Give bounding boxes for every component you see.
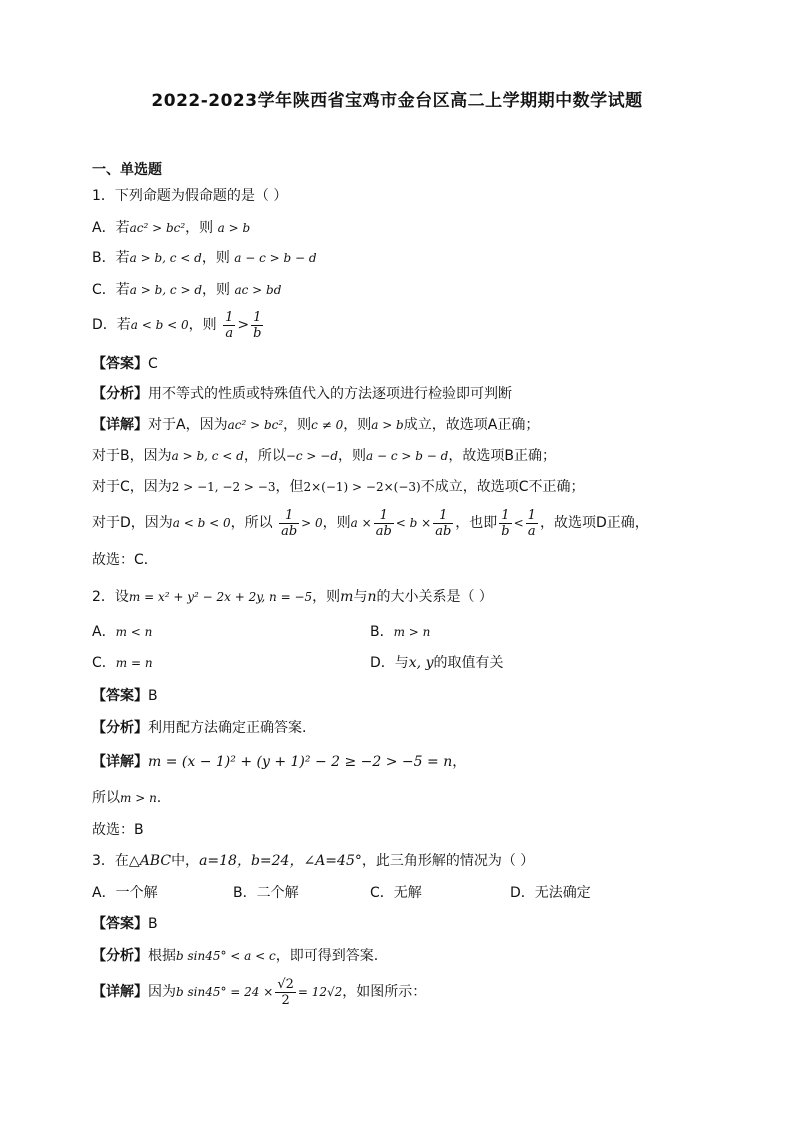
page-title: 2022-2023学年陕西省宝鸡市金台区高二上学期期中数学试题 xyxy=(151,91,643,111)
fraction: $\frac{1}{a}$ xyxy=(225,309,234,341)
q3-option-a: A．一个解 xyxy=(92,885,158,901)
q1-answer: 【答案】C xyxy=(92,356,158,372)
q2-choose: 故选：B xyxy=(92,822,144,838)
q1-choose: 故选：C． xyxy=(92,552,158,568)
q2-conclusion: 所以m > n. xyxy=(92,790,162,806)
q2-option-b: B．m > n xyxy=(370,624,431,640)
q2-option-a: A．m < n xyxy=(92,624,153,640)
q3-stem: 3．在△ABC中，a=18，b=24，∠A=45°，此三角形解的情况为（ ） xyxy=(92,853,535,869)
q1-option-d: D．若a < b < 0，则 $\frac{1}{a}$ > $\frac{1}{b}$ xyxy=(92,309,262,341)
q2-stem: 2．设m = x² + y² − 2x + 2y, n = −5，则m与n的大小关系是（ ） xyxy=(92,589,493,605)
section-heading: 一、单选题 xyxy=(92,162,162,178)
fraction: $\frac{1}{ab}$ xyxy=(435,507,452,539)
q3-option-c: C．无解 xyxy=(370,885,422,901)
q1-stem: 1．下列命题为假命题的是（ ） xyxy=(92,188,288,204)
q1-detail-c: 对于C，因为2 > −1, −2 > −3，但2×(−1) > −2×(−3)不成立，故选项C不正确； xyxy=(92,479,585,495)
q1-detail-d: 对于D，因为a < b < 0，所以 $\frac{1}{ab}$ > 0，则a × $\frac{1}{ab}$ < b × $\frac{1}{ab}$ ，也即 $\frac{1}{b}$ < $\frac{1}{a}$ ，故选项D正确， xyxy=(92,507,649,539)
fraction: $\frac{√2}{2}$ xyxy=(277,976,294,1008)
q1-detail-a: 【详解】对于A，因为ac² > bc²，则c ≠ 0，则a > b成立，故选项A正确； xyxy=(92,417,540,433)
fraction: $\frac{1}{ab}$ xyxy=(375,507,392,539)
q1-option-a: A．若ac² > bc²，则 a > b xyxy=(92,220,251,236)
q3-option-d: D．无法确定 xyxy=(510,885,591,901)
q2-detail: 【详解】m = (x − 1)² + (y + 1)² − 2 ≥ −2 > −5 = n， xyxy=(92,754,467,770)
q1-detail-b: 对于B，因为a > b, c < d，所以−c > −d，则a − c > b − d，故选项B正确； xyxy=(92,448,556,464)
q2-option-d: D．与x, y的取值有关 xyxy=(370,655,504,671)
q2-option-c: C．m = n xyxy=(92,655,153,671)
q1-option-b: B．若a > b, c < d，则 a − c > b − d xyxy=(92,250,317,266)
q2-analysis: 【分析】利用配方法确定正确答案. xyxy=(92,720,307,736)
fraction: $\frac{1}{b}$ xyxy=(501,507,510,539)
q1-analysis: 【分析】用不等式的性质或特殊值代入的方法逐项进行检验即可判断 xyxy=(92,386,512,402)
fraction: $\frac{1}{b}$ xyxy=(253,309,262,341)
q3-option-b: B．二个解 xyxy=(233,885,299,901)
fraction: $\frac{1}{ab}$ xyxy=(281,507,298,539)
q1-option-c: C．若a > b, c > d，则 ac > bd xyxy=(92,282,282,298)
q3-analysis: 【分析】根据b sin45° < a < c，即可得到答案. xyxy=(92,948,379,964)
q2-answer: 【答案】B xyxy=(92,688,158,704)
fraction: $\frac{1}{a}$ xyxy=(527,507,536,539)
q3-answer: 【答案】B xyxy=(92,916,158,932)
q3-detail: 【详解】因为b sin45° = 24 × $\frac{√2}{2}$ = 12√2，如图所示： xyxy=(92,976,427,1008)
